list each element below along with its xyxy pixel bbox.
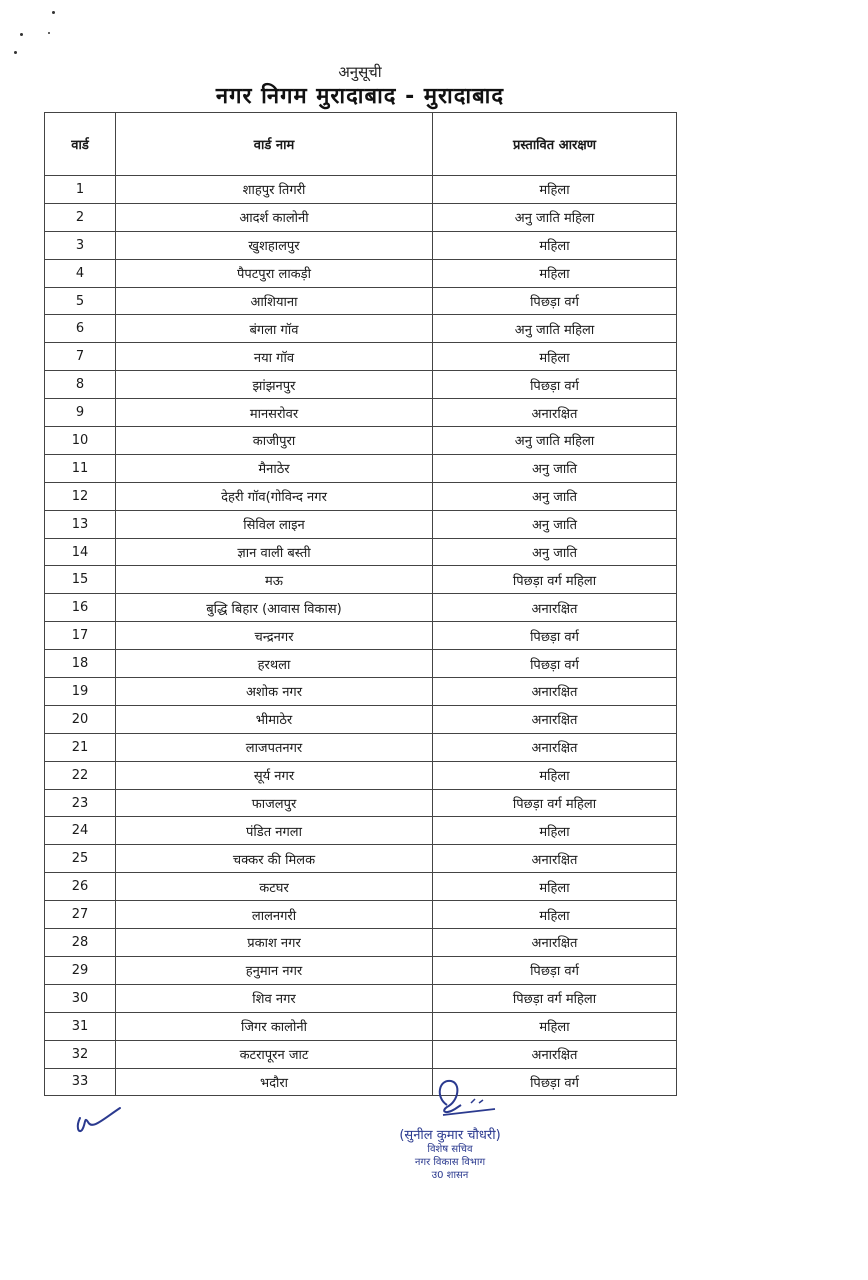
ward-number: 22 — [45, 761, 116, 789]
table-row — [45, 761, 677, 789]
reservation-category: अनारक्षित — [433, 929, 677, 957]
ward-number: 14 — [45, 538, 116, 566]
reservation-category: पिछड़ा वर्ग — [433, 287, 677, 315]
ward-number: 16 — [45, 594, 116, 622]
reservation-category: महिला — [433, 817, 677, 845]
ward-reservation-table — [44, 112, 677, 1096]
ward-number: 13 — [45, 510, 116, 538]
reservation-category: अनारक्षित — [433, 594, 677, 622]
reservation-category: पिछड़ा वर्ग — [433, 1068, 677, 1096]
ward-name: फाजलपुर — [116, 789, 433, 817]
reservation-category: अनारक्षित — [433, 1040, 677, 1068]
scan-speck — [48, 32, 50, 34]
reservation-category: अनारक्षित — [433, 678, 677, 706]
ward-name: चक्कर की मिलक — [116, 845, 433, 873]
ward-name: देहरी गॉव(गोविन्द नगर — [116, 482, 433, 510]
signatory-government: उ0 शासन — [431, 1170, 469, 1181]
ward-name: नया गॉव — [116, 343, 433, 371]
table-row — [45, 929, 677, 957]
reservation-category: अनारक्षित — [433, 733, 677, 761]
ward-name: लाजपतनगर — [116, 733, 433, 761]
ward-number: 27 — [45, 901, 116, 929]
reservation-category: पिछड़ा वर्ग महिला — [433, 566, 677, 594]
table-row — [45, 482, 677, 510]
scan-speck — [52, 11, 55, 14]
ward-name: काजीपुरा — [116, 427, 433, 455]
reservation-category: अनु जाति — [433, 538, 677, 566]
reservation-category: महिला — [433, 231, 677, 259]
signatory-department: नगर विकास विभाग — [414, 1157, 486, 1168]
ward-name: शाहपुर तिगरी — [116, 176, 433, 204]
table-row — [45, 454, 677, 482]
table-row — [45, 817, 677, 845]
scan-speck — [14, 51, 17, 54]
table-row — [45, 566, 677, 594]
signature-block — [370, 1125, 530, 1182]
table-row — [45, 287, 677, 315]
ward-name: सूर्य नगर — [116, 761, 433, 789]
ward-number: 5 — [45, 287, 116, 315]
ward-number: 17 — [45, 622, 116, 650]
signatory-designation: विशेष सचिव — [427, 1144, 473, 1155]
reservation-category: महिला — [433, 1012, 677, 1040]
ward-name: मऊ — [116, 566, 433, 594]
document-title: नगर निगम मुरादाबाद - मुरादाबाद — [215, 84, 505, 109]
table-row — [45, 622, 677, 650]
schedule-subtitle: अनुसूची — [338, 63, 382, 81]
ward-number: 18 — [45, 650, 116, 678]
table-row — [45, 873, 677, 901]
ward-name: प्रकाश नगर — [116, 929, 433, 957]
table-row — [45, 427, 677, 455]
table-header-row — [45, 113, 677, 176]
table-row — [45, 259, 677, 287]
ward-name: ज्ञान वाली बस्ती — [116, 538, 433, 566]
reservation-category: महिला — [433, 176, 677, 204]
reservation-category: अनारक्षित — [433, 705, 677, 733]
reservation-category: महिला — [433, 901, 677, 929]
reservation-category: अनारक्षित — [433, 845, 677, 873]
table-row — [45, 705, 677, 733]
table-row — [45, 789, 677, 817]
ward-name: मानसरोवर — [116, 399, 433, 427]
table-row — [45, 510, 677, 538]
reservation-category: पिछड़ा वर्ग महिला — [433, 789, 677, 817]
reservation-category: महिला — [433, 761, 677, 789]
table-row — [45, 650, 677, 678]
reservation-category: अनु जाति — [433, 482, 677, 510]
reservation-category: अनारक्षित — [433, 399, 677, 427]
ward-number: 24 — [45, 817, 116, 845]
reservation-category: अनु जाति — [433, 510, 677, 538]
ward-number: 7 — [45, 343, 116, 371]
signature-scribble — [425, 1075, 505, 1125]
ward-number: 25 — [45, 845, 116, 873]
ward-name: आदर्श कालोनी — [116, 203, 433, 231]
table-row — [45, 538, 677, 566]
table-row — [45, 1040, 677, 1068]
reservation-category: पिछड़ा वर्ग — [433, 622, 677, 650]
reservation-category: अनु जाति महिला — [433, 315, 677, 343]
ward-number: 2 — [45, 203, 116, 231]
ward-number: 28 — [45, 929, 116, 957]
initial-signature — [72, 1100, 132, 1140]
ward-number: 29 — [45, 956, 116, 984]
ward-number: 31 — [45, 1012, 116, 1040]
ward-name: कटरापूरन जाट — [116, 1040, 433, 1068]
table-row — [45, 845, 677, 873]
ward-name: आशियाना — [116, 287, 433, 315]
ward-name: बंगला गॉव — [116, 315, 433, 343]
ward-name: कटघर — [116, 873, 433, 901]
header-ward: वार्ड — [45, 113, 116, 176]
ward-name: पैपटपुरा लाकड़ी — [116, 259, 433, 287]
ward-name: शिव नगर — [116, 984, 433, 1012]
reservation-category: पिछड़ा वर्ग — [433, 956, 677, 984]
table-row — [45, 231, 677, 259]
ward-number: 33 — [45, 1068, 116, 1096]
ward-number: 10 — [45, 427, 116, 455]
table-row — [45, 1012, 677, 1040]
reservation-category: पिछड़ा वर्ग — [433, 650, 677, 678]
reservation-category: महिला — [433, 259, 677, 287]
reservation-category: अनु जाति महिला — [433, 427, 677, 455]
ward-number: 6 — [45, 315, 116, 343]
ward-name: लालनगरी — [116, 901, 433, 929]
header-proposed-reservation: प्रस्तावित आरक्षण — [433, 113, 677, 176]
reservation-category: पिछड़ा वर्ग — [433, 371, 677, 399]
ward-name: भीमाठेर — [116, 705, 433, 733]
ward-number: 8 — [45, 371, 116, 399]
ward-name: पंडित नगला — [116, 817, 433, 845]
table-row — [45, 371, 677, 399]
ward-number: 20 — [45, 705, 116, 733]
reservation-category: अनु जाति महिला — [433, 203, 677, 231]
scan-speck — [20, 33, 23, 36]
table-row — [45, 343, 677, 371]
table-row — [45, 203, 677, 231]
reservation-category: पिछड़ा वर्ग महिला — [433, 984, 677, 1012]
ward-name: खुशहालपुर — [116, 231, 433, 259]
ward-number: 11 — [45, 454, 116, 482]
ward-number: 30 — [45, 984, 116, 1012]
ward-number: 19 — [45, 678, 116, 706]
ward-number: 12 — [45, 482, 116, 510]
ward-number: 4 — [45, 259, 116, 287]
ward-number: 26 — [45, 873, 116, 901]
table-row — [45, 594, 677, 622]
ward-name: सिविल लाइन — [116, 510, 433, 538]
ward-name: अशोक नगर — [116, 678, 433, 706]
ward-number: 23 — [45, 789, 116, 817]
ward-number: 3 — [45, 231, 116, 259]
table-row — [45, 1068, 677, 1096]
ward-number: 21 — [45, 733, 116, 761]
ward-name: भदौरा — [116, 1068, 433, 1096]
table-row — [45, 399, 677, 427]
table-row — [45, 315, 677, 343]
ward-number: 32 — [45, 1040, 116, 1068]
ward-number: 1 — [45, 176, 116, 204]
ward-name: झांझनपुर — [116, 371, 433, 399]
ward-name: हनुमान नगर — [116, 956, 433, 984]
table-row — [45, 678, 677, 706]
reservation-category: अनु जाति — [433, 454, 677, 482]
table-row — [45, 176, 677, 204]
table-row — [45, 901, 677, 929]
table-row — [45, 956, 677, 984]
ward-number: 15 — [45, 566, 116, 594]
ward-name: जिगर कालोनी — [116, 1012, 433, 1040]
reservation-category: महिला — [433, 873, 677, 901]
table-row — [45, 984, 677, 1012]
ward-name: चन्द्रनगर — [116, 622, 433, 650]
table-row — [45, 733, 677, 761]
reservation-category: महिला — [433, 343, 677, 371]
ward-name: मैनाठेर — [116, 454, 433, 482]
ward-name: हरथला — [116, 650, 433, 678]
ward-name: बुद्धि बिहार (आवास विकास) — [116, 594, 433, 622]
ward-number: 9 — [45, 399, 116, 427]
signatory-name: (सुनील कुमार चौधरी) — [399, 1128, 501, 1143]
header-ward-name: वार्ड नाम — [116, 113, 433, 176]
